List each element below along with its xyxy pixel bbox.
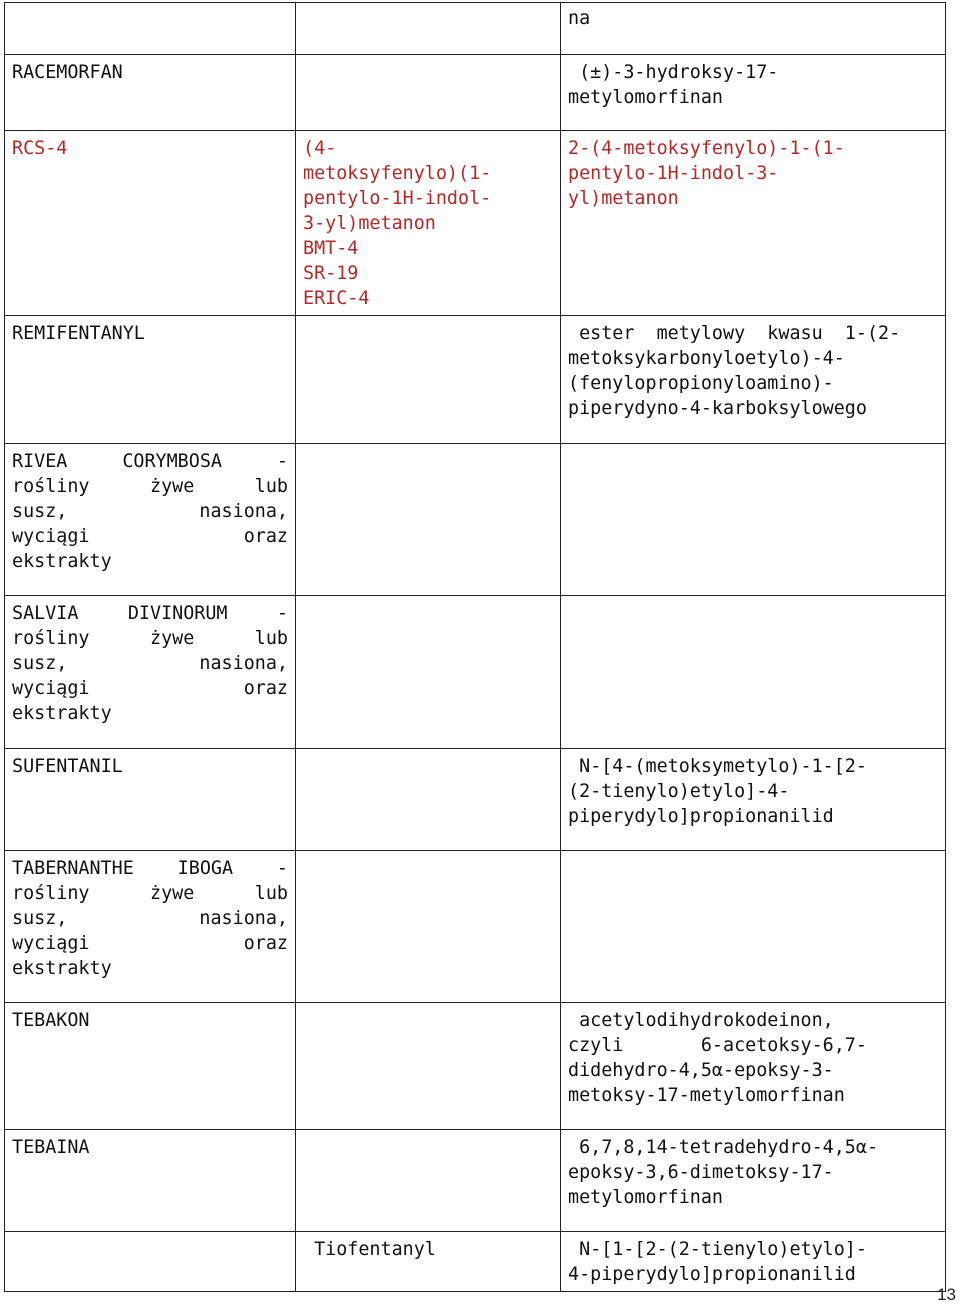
chemical-name-line: metoksykarbonyloetylo)-4- — [568, 348, 845, 369]
other-names-cell — [296, 131, 561, 316]
other-names-cell — [296, 1232, 561, 1292]
substances-table — [4, 2, 946, 1292]
name-cell — [5, 316, 296, 444]
substance-name-line: ekstrakty — [12, 958, 112, 979]
name-cell — [5, 3, 296, 55]
substance-name: SUFENTANIL — [12, 756, 123, 777]
substance-name-line: ekstrakty — [12, 551, 112, 572]
substance-name-line: ekstrakty — [12, 703, 112, 724]
chemical-name-line: epoksy-3,6-dimetoksy-17- — [568, 1162, 834, 1183]
substance-name-line: rośliny żywe lub — [12, 476, 288, 497]
other-names-cell — [296, 3, 561, 55]
name-cell — [5, 1003, 296, 1130]
other-name-line: (4- — [303, 138, 337, 159]
name-cell — [5, 1232, 296, 1292]
table-row — [5, 1003, 946, 1130]
table-row — [5, 55, 946, 131]
substance-name-line: wyciągi oraz — [12, 678, 288, 699]
chemical-name-line: 2-(4-metoksyfenylo)-1-(1- — [568, 138, 845, 159]
substance-name-line: wyciągi oraz — [12, 526, 288, 547]
chemical-name-line: na — [568, 8, 591, 29]
table-row — [5, 596, 946, 749]
other-names-cell — [296, 444, 561, 596]
table-row — [5, 131, 946, 316]
table-row — [5, 1232, 946, 1292]
name-cell — [5, 851, 296, 1003]
chemical-name-line: piperydyno-4-karboksylowego — [568, 398, 867, 419]
substance-name-line: susz, nasiona, — [12, 653, 288, 674]
page-number: 13 — [937, 1285, 956, 1304]
other-name-line: pentylo-1H-indol- — [303, 188, 492, 209]
name-cell — [5, 1130, 296, 1232]
chemical-name-line: acetylodihydrokodeinon, — [568, 1010, 834, 1031]
chemical-name-line: N-[1-[2-(2-tienylo)etylo]- — [568, 1239, 867, 1260]
name-cell — [5, 596, 296, 749]
other-names-cell — [296, 55, 561, 131]
chemical-name-line: (2-tienylo)etylo]-4- — [568, 781, 790, 802]
substance-name-line: SALVIA DIVINORUM - — [12, 603, 288, 624]
substance-name: RACEMORFAN — [12, 62, 123, 83]
substance-name: TEBAINA — [12, 1137, 90, 1158]
chemical-name-cell — [561, 316, 946, 444]
other-names-cell — [296, 1130, 561, 1232]
other-names-cell — [296, 749, 561, 851]
substance-name: REMIFENTANYL — [12, 323, 145, 344]
chemical-name-line: metoksy-17-metylomorfinan — [568, 1085, 845, 1106]
substance-name-line: susz, nasiona, — [12, 501, 288, 522]
chemical-name-line: metylomorfinan — [568, 87, 724, 108]
chemical-name-cell — [561, 1003, 946, 1130]
chemical-name-line: (fenylopropionyloamino)- — [568, 373, 834, 394]
table-row — [5, 1130, 946, 1232]
other-names-cell — [296, 316, 561, 444]
chemical-name-cell — [561, 749, 946, 851]
other-name-line: metoksyfenylo)(1- — [303, 163, 492, 184]
substance-name-line: RIVEA CORYMBOSA - — [12, 451, 288, 472]
chemical-name-line: ester metylowy kwasu 1-(2- — [568, 323, 901, 344]
table-row — [5, 3, 946, 55]
other-names-cell — [296, 851, 561, 1003]
other-name-line: BMT-4 — [303, 238, 359, 259]
substance-name-line: rośliny żywe lub — [12, 628, 288, 649]
name-cell — [5, 131, 296, 316]
chemical-name-cell — [561, 851, 946, 1003]
chemical-name-cell — [561, 1232, 946, 1292]
chemical-name-cell — [561, 1130, 946, 1232]
chemical-name-line: yl)metanon — [568, 188, 679, 209]
substance-name-line: susz, nasiona, — [12, 908, 288, 929]
name-cell — [5, 749, 296, 851]
chemical-name-line: piperydylo]propionanilid — [568, 806, 834, 827]
chemical-name-line: 4-piperydylo]propionanilid — [568, 1264, 856, 1285]
chemical-name-line: pentylo-1H-indol-3- — [568, 163, 779, 184]
name-cell — [5, 444, 296, 596]
chemical-name-cell — [561, 596, 946, 749]
chemical-name-cell — [561, 55, 946, 131]
substance-name: TEBAKON — [12, 1010, 90, 1031]
other-names-cell — [296, 1003, 561, 1130]
name-cell — [5, 55, 296, 131]
chemical-name-line: N-[4-(metoksymetylo)-1-[2- — [568, 756, 867, 777]
chemical-name-line: didehydro-4,5α-epoksy-3- — [568, 1060, 834, 1081]
other-names-cell — [296, 596, 561, 749]
substance-name-line: TABERNANTHE IBOGA - — [12, 858, 288, 879]
substance-name-line: wyciągi oraz — [12, 933, 288, 954]
other-name-line: ERIC-4 — [303, 288, 370, 309]
chemical-name-line: (±)-3-hydroksy-17- — [568, 62, 779, 83]
substance-name: RCS-4 — [12, 138, 68, 159]
table-row — [5, 749, 946, 851]
other-name-line: 3-yl)metanon — [303, 213, 436, 234]
chemical-name-line: 6,7,8,14-tetradehydro-4,5α- — [568, 1137, 879, 1158]
chemical-name-line: metylomorfinan — [568, 1187, 724, 1208]
other-name-line: Tiofentanyl — [303, 1239, 436, 1260]
other-name-line: SR-19 — [303, 263, 359, 284]
table-row — [5, 444, 946, 596]
chemical-name-cell — [561, 444, 946, 596]
chemical-name-line: czyli 6-acetoksy-6,7- — [568, 1035, 867, 1056]
chemical-name-cell — [561, 3, 946, 55]
substance-name-line: rośliny żywe lub — [12, 883, 288, 904]
chemical-name-cell — [561, 131, 946, 316]
table-row — [5, 316, 946, 444]
table-row — [5, 851, 946, 1003]
